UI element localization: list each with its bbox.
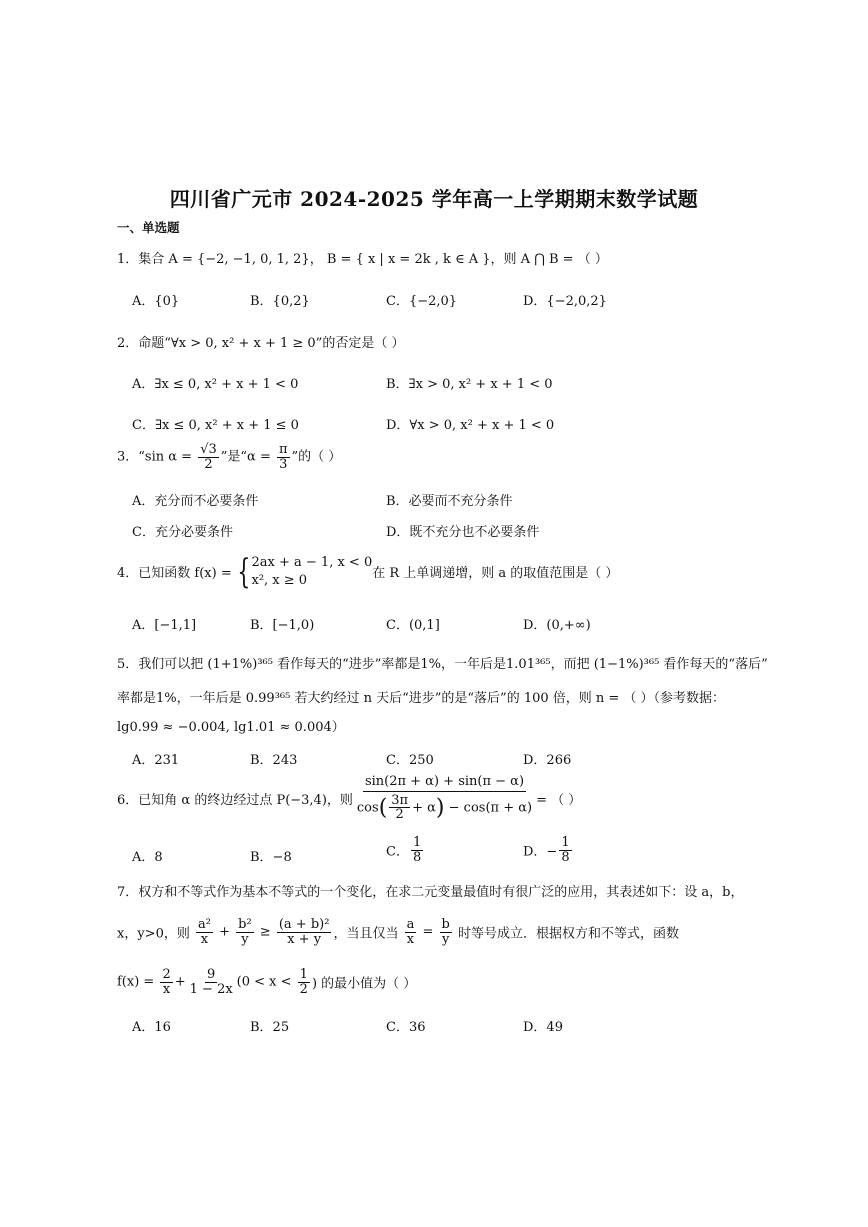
question-5-line-3: lg0.99 ≈ −0.004, lg1.01 ≈ 0.004）	[117, 720, 345, 735]
question-text: 3．“sin α =	[117, 449, 197, 465]
option-d: D．266	[523, 753, 572, 768]
option-c: C．{−2,0}	[386, 294, 458, 309]
option-a: A．{0}	[132, 294, 180, 309]
option-b: B．243	[250, 753, 298, 768]
option-d: D．49	[523, 1020, 563, 1035]
option-a: A．[−1,1]	[132, 618, 197, 633]
option-c: C．250	[386, 753, 434, 768]
question-7-line-1: 7．权方和不等式作为基本不等式的一个变化，在求二元变量最值时有很广泛的应用，其表述如下：设 a，b，	[117, 885, 744, 900]
option-b: B．[−1,0)	[250, 618, 315, 633]
option-b: B．25	[250, 1020, 290, 1035]
option-b: B．∃x > 0, x² + x + 1 < 0	[386, 377, 553, 392]
question-1-stem	[117, 248, 608, 267]
fraction: $\frac{\pi}{3}$	[278, 442, 288, 472]
question-number: 1．	[117, 252, 139, 267]
option-a: A．16	[132, 1020, 171, 1035]
option-c: C． $\frac{1}{8}$	[386, 835, 422, 865]
brace-symbol: {	[237, 551, 251, 592]
option-d: D．− $\frac{1}{8}$	[523, 835, 570, 865]
fraction: $\frac{√3}{2}$	[200, 442, 217, 472]
question-text: ，	[309, 252, 327, 267]
question-7-line-2: x，y>0，则 $\frac{\text{a²}}{x}$ + $\frac{\text{b²}}{y}$ ≥ $\frac{\text{(a + b)²}}{x + y}$ ，当且仅当 $\frac{a}{x}$ = $\frac{b}{y}$ 时等号成立．根据权方和不等式，函数	[117, 917, 679, 947]
option-a: A．8	[132, 850, 163, 865]
page-title: 四川省广元市 2024-2025 学年高一上学期期末数学试题	[169, 187, 699, 211]
option-a: A．充分而不必要条件	[132, 494, 259, 509]
option-c: C．36	[386, 1020, 426, 1035]
option-d: D．既不充分也不必要条件	[386, 525, 540, 540]
question-text: 集合	[138, 252, 169, 267]
question-6-stem	[117, 775, 581, 822]
question-text: ，则 A ⋂ B = （ ）	[490, 252, 608, 267]
question-5-line-1: 5．我们可以把 (1+1%)³⁶⁵ 看作每天的“进步”率都是1%，一年后是1.01³⁶⁵，而把 (1−1%)³⁶⁵ 看作每天的“落后”	[117, 657, 768, 672]
question-text: 在 R 上单调递增，则 a 的取值范围是（ ）	[372, 566, 619, 582]
option-d: D．{−2,0,2}	[523, 294, 607, 309]
question-5-line-2: 率都是1%，一年后是 0.99³⁶⁵ 若大约经过 n 天后“进步”的是“落后”的 100 倍，则 n = （ ）（参考数据：	[117, 691, 726, 706]
option-c: C．充分必要条件	[132, 525, 233, 540]
math-set-a: A = {−2, −1, 0, 1, 2}	[168, 252, 310, 267]
question-text: 4．已知函数 f(x) =	[117, 566, 236, 582]
math-set-b: B = { x | x = 2k , k ∈ A }	[326, 252, 491, 267]
question-text: ”的（ ）	[291, 449, 342, 465]
question-text: = （ ）	[536, 792, 582, 808]
question-2-stem: 2．命题“∀x > 0, x² + x + 1 ≥ 0”的否定是（ ）	[117, 336, 405, 351]
question-text: ”是“α =	[220, 449, 275, 465]
option-d: D．∀x > 0, x² + x + 1 < 0	[386, 418, 555, 433]
option-c: C．(0,1]	[386, 618, 440, 633]
section-heading: 一、单选题	[117, 220, 180, 235]
option-c: C．∃x ≤ 0, x² + x + 1 ≤ 0	[132, 418, 299, 433]
option-b: B．−8	[250, 850, 292, 865]
option-a: A．231	[132, 753, 180, 768]
question-4-stem	[117, 551, 619, 592]
piecewise-cases: 2ax + a − 1, x < 0 x², x ≥ 0	[251, 555, 373, 588]
option-b: B．{0,2}	[250, 294, 310, 309]
question-3-stem	[117, 443, 341, 471]
question-text: 6．已知角 α 的终边经过点 P(−3,4)，则	[117, 792, 353, 808]
trig-fraction: sin(2π + α) + sin(π − α) cos( $\frac{3\pi}{2}$ + α) − cos(π + α)	[356, 774, 533, 823]
option-b: B．必要而不充分条件	[386, 494, 513, 509]
option-a: A．∃x ≤ 0, x² + x + 1 < 0	[132, 377, 299, 392]
option-d: D．(0,+∞)	[523, 618, 591, 633]
question-7-line-3: f(x) = $\frac{2}{x}$ + $\frac{9}{1 - 2x}$ (0 < x < $\frac{1}{2}$ ) 的最小值为（ ）	[117, 967, 417, 997]
